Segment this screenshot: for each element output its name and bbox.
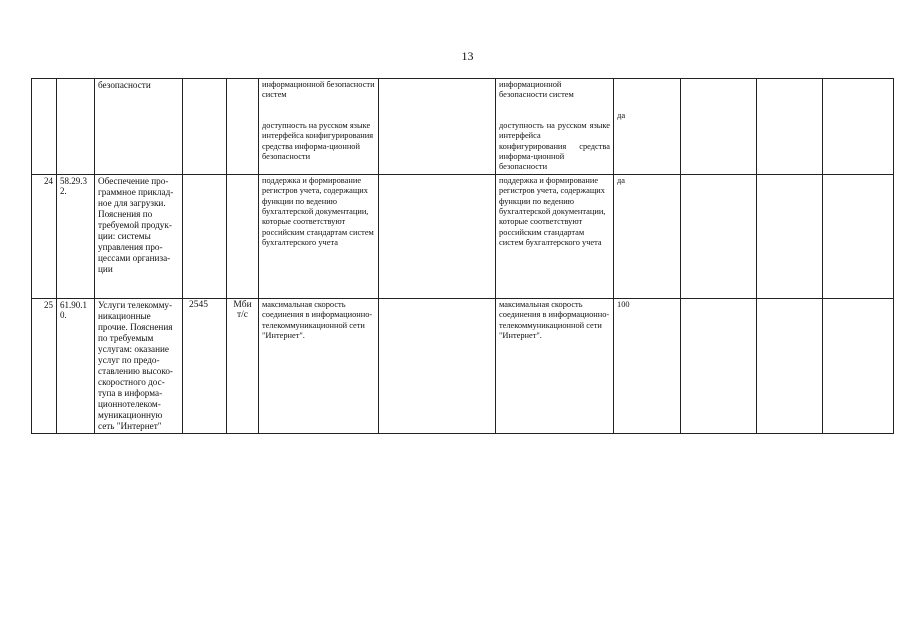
table-row: [32, 298, 894, 433]
row-number: 25: [32, 298, 57, 433]
unit: Мби т/с: [227, 298, 259, 433]
requirement-cell: [496, 79, 614, 175]
value-cell: 100: [614, 298, 681, 433]
empty-cell: [823, 298, 894, 433]
item-name: Обеспечение про-граммное приклад-ное для загрузки. Пояснения по требуемой продук-ции: системы управления про-цессами организа-ции: [95, 174, 183, 298]
empty-cell: [379, 174, 496, 298]
characteristic-cell: [259, 79, 379, 175]
unit: [227, 79, 259, 175]
document-table: [31, 78, 894, 434]
unit: [227, 174, 259, 298]
okpd-code: [57, 79, 95, 175]
empty-cell: [379, 298, 496, 433]
item-name: безопасности: [95, 79, 183, 175]
row-number: [32, 79, 57, 175]
okpd-code: 58.29.32.: [57, 174, 95, 298]
value-cell: да: [614, 174, 681, 298]
empty-cell: [823, 79, 894, 175]
empty-cell: [823, 174, 894, 298]
okpd-code: 61.90.10.: [57, 298, 95, 433]
quantity: [183, 79, 227, 175]
empty-cell: [681, 79, 757, 175]
characteristic-cell: поддержка и формирование регистров учета, содержащих функции по ведению бухгалтерской документации, которые соответствуют российским стандартам систем бухгалтерского учета: [259, 174, 379, 298]
characteristic-text: информационной безопасности систем: [262, 80, 375, 100]
quantity: [183, 174, 227, 298]
page-number: 13: [461, 49, 474, 63]
value-text: да: [617, 110, 626, 120]
requirement-cell: максимальная скорость соединения в информационно-телекоммуникационной сети "Интернет".: [496, 298, 614, 433]
empty-cell: [379, 79, 496, 175]
empty-cell: [757, 298, 823, 433]
empty-cell: [757, 79, 823, 175]
requirement-text: доступность на русском языке интерфейса конфигурирования средства информа-ционной безопасности: [499, 120, 610, 172]
quantity: 2545: [183, 298, 227, 433]
value-cell: [614, 79, 681, 175]
table-row: [32, 79, 894, 175]
requirement-text: информационной безопасности систем: [499, 80, 574, 100]
characteristic-cell: максимальная скорость соединения в информационно-телекоммуникационной сети "Интернет".: [259, 298, 379, 433]
empty-cell: [681, 174, 757, 298]
item-name: Услуги телекомму-никационные прочие. Пояснения по требуемым услугам: оказание услуг по предо-ставлению высоко-скоростного дос-тупа в информа-ционнотелеком-муникационную сеть "Интернет": [95, 298, 183, 433]
row-number: 24: [32, 174, 57, 298]
empty-cell: [757, 174, 823, 298]
empty-cell: [681, 298, 757, 433]
requirement-cell: поддержка и формирование регистров учета, содержащих функции по ведению бухгалтерской документации, которые соответствуют российским стандартам систем бухгалтерского учета: [496, 174, 614, 298]
characteristic-text: доступность на русском языке интерфейса конфигурирования средства информа-ционной безопасности: [262, 120, 374, 162]
table-row: [32, 174, 894, 298]
